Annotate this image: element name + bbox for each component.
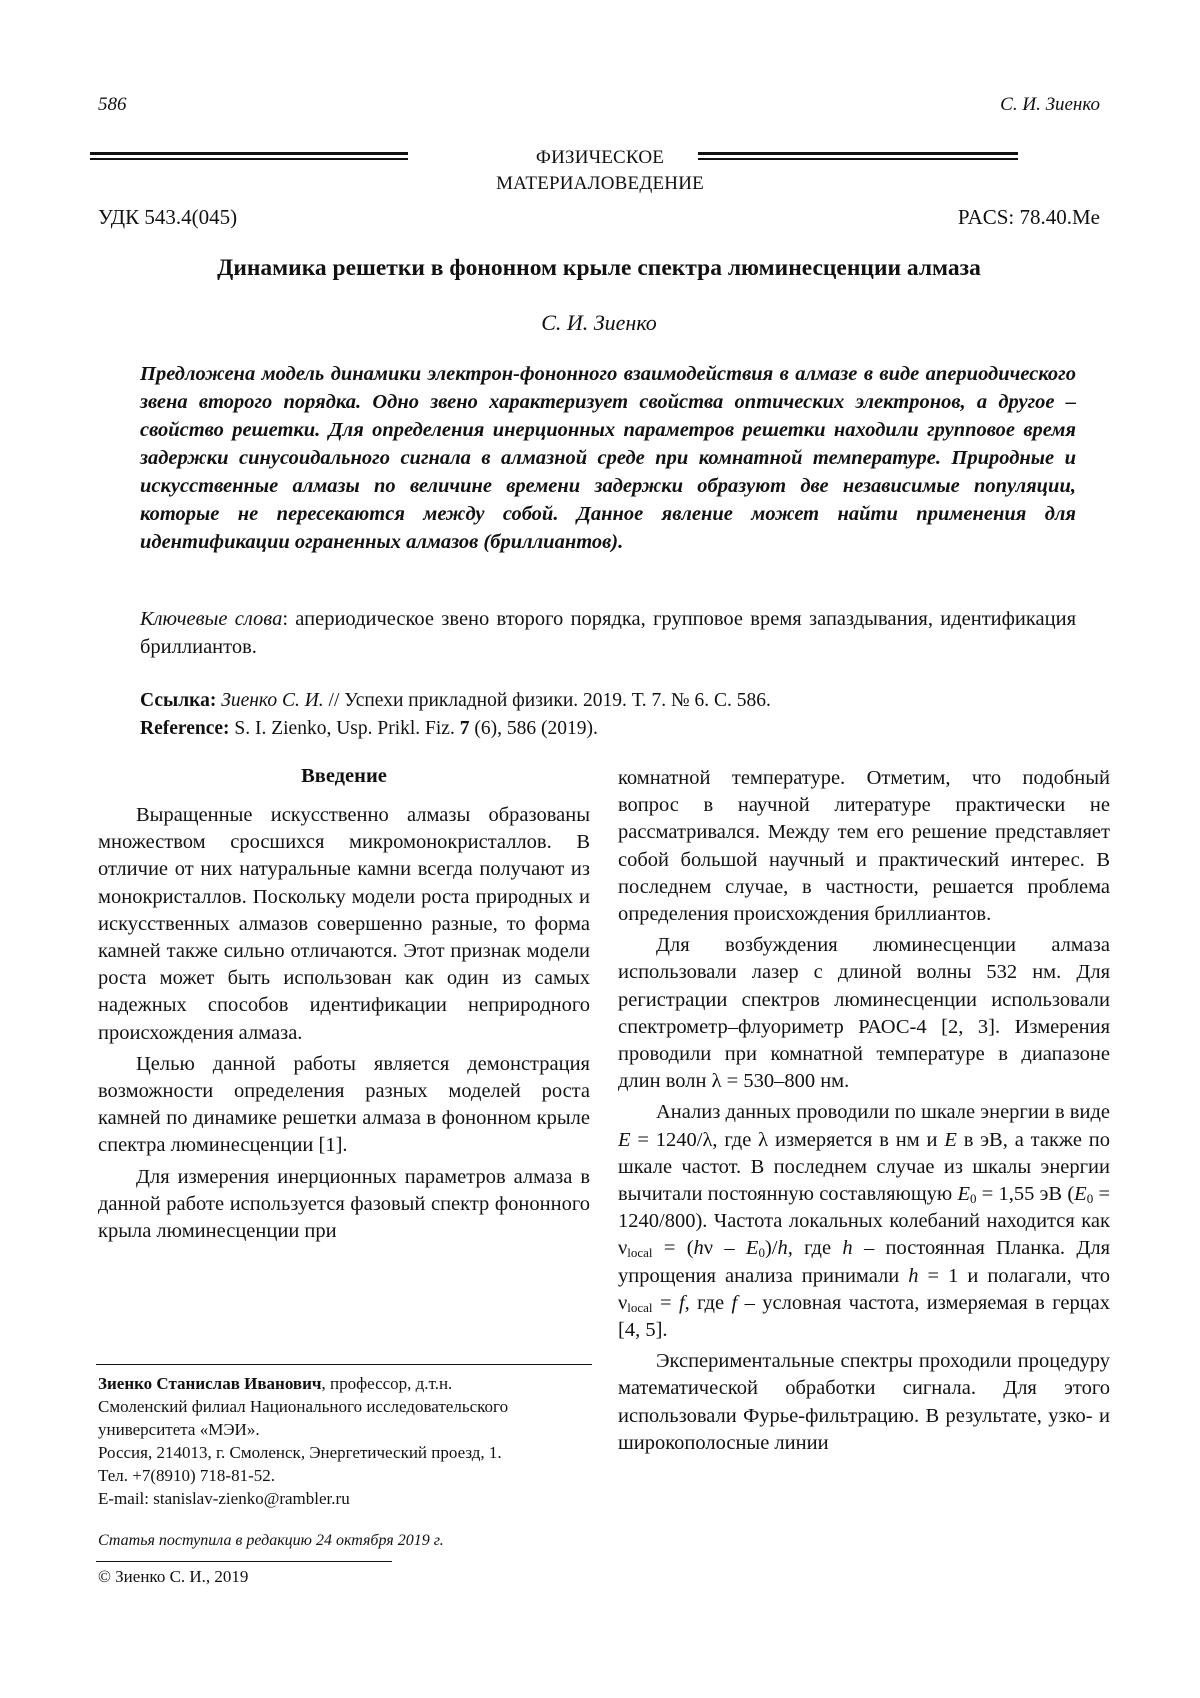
article-title: Динамика решетки в фононном крыле спектра люминесценции алмаза xyxy=(217,255,981,281)
footnote-name-rest: , профессор, д.т.н. xyxy=(321,1374,453,1393)
left-column xyxy=(98,765,590,1249)
right-paragraph-3: Анализ данных проводили по шкале энергии в виде E = 1240/λ, где λ измеряется в нм и E в эВ, а также по шкале частот. В последнем случае из шкалы энергии вычитали постоянную составляющую $E_0 = 1,55$ эВ $(E_0 = 1240/800)$. Частота локальных колебаний находится как $\nu_{local} = (h\nu - E_0)/h$, где h – постоянная Планка. Для упрощения анализа принимали h = 1 и полагали, что $\nu_{local} = f$, где f – условная частота, измеряемая в герцах [4, 5]. xyxy=(618,1101,1111,1342)
footnote-email: E-mail: stanislav-zienko@rambler.ru xyxy=(98,1489,350,1508)
footnote-name: Зиенко Станислав Иванович xyxy=(98,1374,322,1393)
citation-en-label: Reference: xyxy=(140,718,230,739)
header-rule-left xyxy=(90,152,408,160)
udk-code: УДК 543.4(045) xyxy=(98,205,238,229)
citation-en-volume: 7 xyxy=(459,718,470,739)
intro-paragraph-2: Целью данной работы является демонстрация возможности определения разных моделей роста камней по динамике решетки алмаза в фононном крыле спектра люминесценции [1]. xyxy=(98,1052,590,1157)
citation-en-pre: S. I. Zienko, Usp. Prikl. Fiz. xyxy=(229,718,460,739)
abstract: Предложена модель динамики электрон-фононного взаимодействия в алмазе в виде апериодического звена второго порядка. Одно звено характеризует свойства оптических электронов, а другое – свойство решетки. Для определения инерционных параметров решетки находили групповое время задержки синусоидального сигнала в алмазной среде при комнатной температуре. Природные и искусственные алмазы по величине времени задержки образуют две независимые популяции, которые не пересекаются между собой. Данное явление может найти применения для идентификации ограненных алмазов (бриллиантов). xyxy=(140,363,1076,553)
author-footnote xyxy=(98,1372,598,1510)
received-date: Статья поступила в редакцию 24 октября 2019 г. xyxy=(98,1532,444,1549)
footnote-address: Россия, 214013, г. Смоленск, Энергетический проезд, 1. xyxy=(98,1443,502,1462)
page-number: 586 xyxy=(98,94,127,115)
citation-en xyxy=(140,715,1076,743)
article-author: С. И. Зиенко xyxy=(541,310,657,335)
citation-ru-label: Ссылка: xyxy=(140,690,217,711)
copyright-rule xyxy=(96,1561,392,1562)
citation-ru-rest: // Успехи прикладной физики. 2019. Т. 7. № 6. С. 586. xyxy=(323,690,771,711)
right-paragraph-4: Экспериментальные спектры проходили процедуру математической обработки сигнала. Для этого использовали Фурье-фильтрацию. В результате, узко- и широкополосные линии xyxy=(618,1350,1110,1454)
intro-paragraph-1: Выращенные искусственно алмазы образованы множеством сросшихся микромонокристаллов. В отличие от них натуральные камни всегда получают из монокристаллов. Поскольку модели роста природных и искусственных алмазов совершенно разные, то форма камней также сильно отличаются. Этот признак модели роста может быть использован как один из самых надежных способов идентификации неприродного происхождения алмаза. xyxy=(98,804,590,1044)
section-label-line1: ФИЗИЧЕСКОЕ xyxy=(535,147,665,168)
right-paragraph-2: Для возбуждения люминесценции алмаза использовали лазер с длиной волны 532 нм. Для регистрации спектров люминесценции использовали спектрометр–флуориметр РАОС-4 [2, 3]. Измерения проводили при комнатной температуре в диапазоне длин волн λ = 530–800 нм. xyxy=(618,934,1110,1093)
keywords-text: : апериодическое звено второго порядка, групповое время запаздывания, идентификация бриллиантов. xyxy=(140,608,1076,658)
footnote-phone: Тел. +7(8910) 718-81-52. xyxy=(98,1466,275,1485)
keywords-label: Ключевые слова xyxy=(140,608,283,630)
right-paragraph-1: комнатной температуре. Отметим, что подобный вопрос в научной литературе практически не рассматривался. Между тем его решение представляет собой большой научный и практический интерес. В последнем случае, в частности, решается проблема определения происхождения бриллиантов. xyxy=(618,767,1110,926)
running-head: С. И. Зиенко xyxy=(1000,94,1100,115)
citation-ru xyxy=(140,687,1076,715)
copyright: © Зиенко С. И., 2019 xyxy=(98,1567,249,1586)
intro-paragraph-3: Для измерения инерционных параметров алмаза в данной работе используется фазовый спектр фононного крыла люминесценции при xyxy=(98,1165,590,1243)
right-column xyxy=(618,765,1110,1461)
keywords xyxy=(140,605,1076,661)
footnote-rule xyxy=(96,1364,592,1365)
citation-en-post: (6), 586 (2019). xyxy=(469,718,598,739)
footnote-name-line xyxy=(98,1372,598,1395)
citation-ru-author: Зиенко С. И. xyxy=(221,690,324,711)
intro-heading: Введение xyxy=(301,765,387,787)
pacs-code: PACS: 78.40.Me xyxy=(957,205,1100,229)
footnote-affiliation: Смоленский филиал Национального исследовательского университета «МЭИ». xyxy=(98,1397,509,1439)
section-label-line2: МАТЕРИАЛОВЕДЕНИЕ xyxy=(496,173,704,194)
header-rule-right xyxy=(698,152,1018,160)
